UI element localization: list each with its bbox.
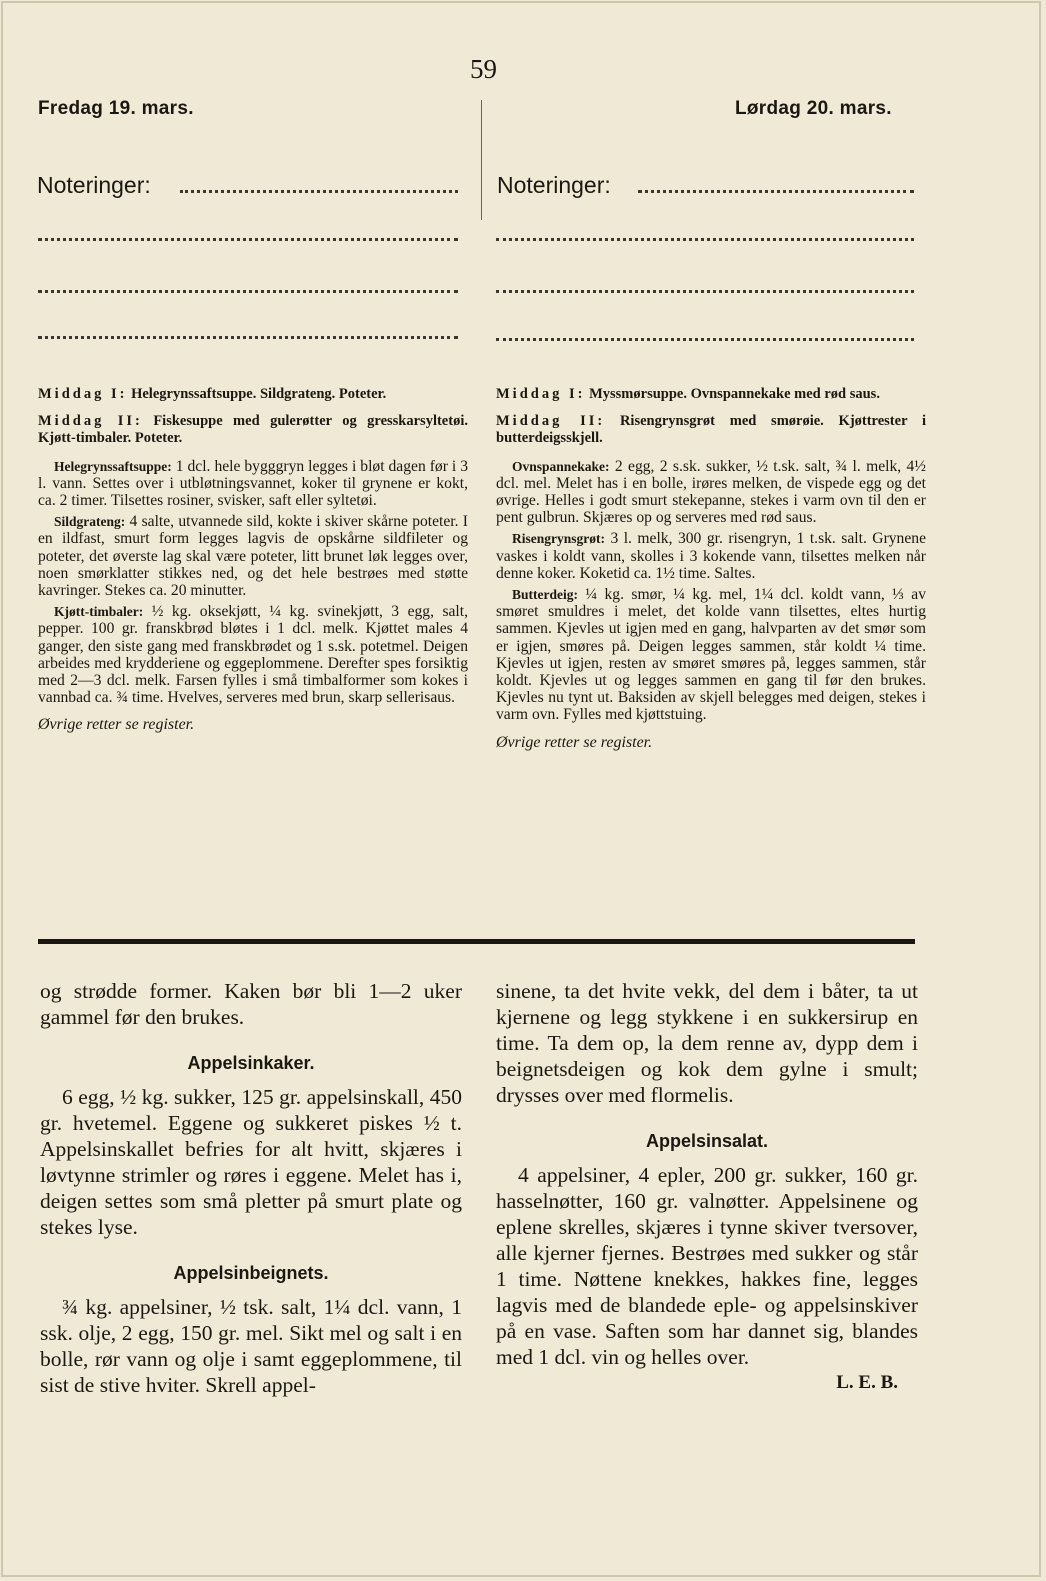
menu-2-left <box>38 413 468 447</box>
notes-line-right-4 <box>496 338 914 341</box>
continued-text: sinene, ta det hvite vekk, del dem i båter, ta ut kjernene og legg stykkene i en sukkersirup en time. Ta dem op, la dem renne av, dypp dem i beignetsdeigen og kok dem gylne i smult; drysses over med flormelis. <box>496 979 918 1107</box>
day-heading-friday: Fredag 19. mars. <box>38 98 194 119</box>
menu-2-text: Risengrynsgrøt med smørøie. Kjøttrester i butterdeigsskjell. <box>496 413 927 447</box>
day-heading-saturday: Lørdag 20. mars. <box>735 98 892 119</box>
other-dishes-note-left: Øvrige retter se register. <box>38 716 195 734</box>
menu-1-label: Middag I: <box>496 386 586 402</box>
menu-1-label: Middag I: <box>38 386 128 402</box>
notes-line-left-1 <box>180 190 458 193</box>
section-text-appelsinbeignets: ¾ kg. appelsiner, ½ tsk. salt, 1¼ dcl. vann, 1 ssk. olje, 2 egg, 150 gr. mel. Sikt mel og salt i en bolle, rør vann og olje i samt eggeplommene, til sist de stive hviter. Skrell appel- <box>40 1295 462 1397</box>
notes-line-left-2 <box>38 238 458 241</box>
recipe-right-3 <box>496 586 926 724</box>
section-rule <box>38 939 915 944</box>
recipe-name: Risengrynsgrøt: <box>512 531 605 547</box>
section-title-appelsinkaker: Appelsinkaker. <box>187 1053 315 1073</box>
article-column-left <box>40 978 462 1398</box>
recipe-text: ½ kg. oksekjøtt, ¼ kg. svinekjøtt, 3 egg, salt, pepper. 100 gr. franskbrød bløtes i 1 dcl. melk. Kjøttet males 4 ganger, den siste gang med franskbrødet og 1 s.sk. potetmel. Deigen arbeides med krydderiene og eggeplommene. Derefter spes forsiktig med 2—3 dcl. melk. Farsen fylles i små timbalformer som kokes i vannbad ca. ¾ time. Hvelves, serveres med brun, skarp sellerisaus. <box>38 603 468 707</box>
recipe-right-2 <box>496 530 926 582</box>
menu-2-text: Fiskesuppe med gulerøtter og gresskarsyltetøi. Kjøtt-timbaler. Poteter. <box>38 413 468 447</box>
recipe-right-1 <box>496 458 926 527</box>
page-number: 59 <box>470 54 497 84</box>
recipe-name: Ovnspannekake: <box>512 458 610 474</box>
recipe-text: 1 dcl. hele bygggryn legges i bløt dagen før i 3 l. vann. Settes over i utbløtningsvannet, koker til grynene er kokt, ca. 2 timer. Tilsettes rosiner, svisker, saft eller syltetøi. <box>38 457 468 510</box>
recipe-left-1 <box>38 458 468 510</box>
notes-label-left: Noteringer: <box>37 172 151 198</box>
notes-line-left-3 <box>38 290 458 293</box>
notes-line-right-1 <box>638 190 914 193</box>
continued-text: og strødde former. Kaken bør bli 1—2 uker gammel før den brukes. <box>40 979 462 1029</box>
recipe-text: 2 egg, 2 s.sk. sukker, ½ t.sk. salt, ¾ l. melk, 4½ dcl. mel. Melet has i en bolle, irøres melken, de vispede egg og det øvrige. Helles i godt smurt stekepanne, stekes i varm ovn til den er pent gulbrun. Skjæres op og serveres med rød saus. <box>496 457 926 527</box>
menu-column-left <box>38 386 468 738</box>
recipe-name: Helegrynssaftsuppe: <box>54 458 172 474</box>
recipe-name: Butterdeig: <box>512 587 578 603</box>
other-dishes-note-right: Øvrige retter se register. <box>496 733 653 751</box>
recipe-left-3 <box>38 603 468 706</box>
column-divider <box>481 100 482 220</box>
menu-1-text: Helegrynssaftsuppe. Sildgrateng. Poteter. <box>131 386 387 402</box>
menu-2-label: Middag II: <box>496 413 606 430</box>
section-title-appelsinsalat: Appelsinsalat. <box>645 1131 769 1151</box>
recipe-text: 4 salte, utvannede sild, kokte i skiver skårne poteter. I en ildfast, smurt form legges lagvis de opskårne sildfileter og poteter, det øverste lag skal være poteter, litt brunet løk legges over, noen smørklatter stikkes ned, og det hele bestrøes med støtte kavringer. Stekes ca. 20 minutter. <box>38 513 468 600</box>
author-signature: L. E. B. <box>836 1372 898 1393</box>
section-text-appelsinsalat: 4 appelsiner, 4 epler, 200 gr. sukker, 160 gr. hasselnøtter, 160 gr. valnøtter. Appelsinene og eplene skrelles, skjæres i tynne skiver tversover, alle kjerner fjernes. Bestrøes med sukker og står 1 time. Nøttene knekkes, hakkes fine, legges lagvis med de blandede eple- og appelsinskiver på en vase. Saften som har dannet sig, blandes med 1 dcl. vin og helles over. <box>496 1163 918 1369</box>
article-column-right <box>496 978 918 1396</box>
recipe-left-2 <box>38 513 468 599</box>
recipe-name: Sildgrateng: <box>54 514 126 530</box>
recipe-text: 3 l. melk, 300 gr. risengryn, 1 t.sk. salt. Grynene vaskes i koldt vann, skolles i 3 kokende vann, tilsettes melken når denne koker. Koketid ca. 1½ time. Saltes. <box>496 530 926 582</box>
notes-label-right: Noteringer: <box>497 172 611 198</box>
menu-2-label: Middag II: <box>38 413 143 430</box>
section-text-appelsinkaker: 6 egg, ½ kg. sukker, 125 gr. appelsinskall, 450 gr. hvetemel. Eggene og sukkeret piskes ½ t. Appelsinskallet befries for alt hvitt, skjæres i løvtynne strimler og røres i eggene. Melet has i, deigen settes som små pletter på smurt plate og stekes lyse. <box>40 1085 462 1239</box>
notes-line-left-4 <box>38 336 458 339</box>
recipe-name: Kjøtt-timbaler: <box>54 604 144 620</box>
notes-line-right-2 <box>496 238 914 241</box>
recipe-text: ¼ kg. smør, ¼ kg. mel, 1¼ dcl. koldt vann, ⅓ av smøret smuldres i melet, det kolde vann tilsettes, eltes hurtig sammen. Kjevles ut igjen med en gang, halvparten av det smør som er igjen, smøres på. Deigen legges sammen, står koldt ¼ time. Kjevles ut igjen, resten av smøret smøres på, legges sammen, står koldt. Kjevles ut og legges sammen en gang til før den brukes. Kjevles nu tynt ut. Baksiden av skjell belegges med deigen, stekes i varm ovn. Fylles med kjøttstuing. <box>496 586 926 724</box>
section-title-appelsinbeignets: Appelsinbeignets. <box>173 1263 329 1283</box>
menu-1-left <box>38 386 468 403</box>
menu-1-text: Myssmørsuppe. Ovnspannekake med rød saus. <box>589 386 880 402</box>
menu-column-right <box>496 386 926 755</box>
menu-1-right <box>496 386 926 403</box>
menu-2-right <box>496 413 926 447</box>
notes-line-right-3 <box>496 290 914 293</box>
